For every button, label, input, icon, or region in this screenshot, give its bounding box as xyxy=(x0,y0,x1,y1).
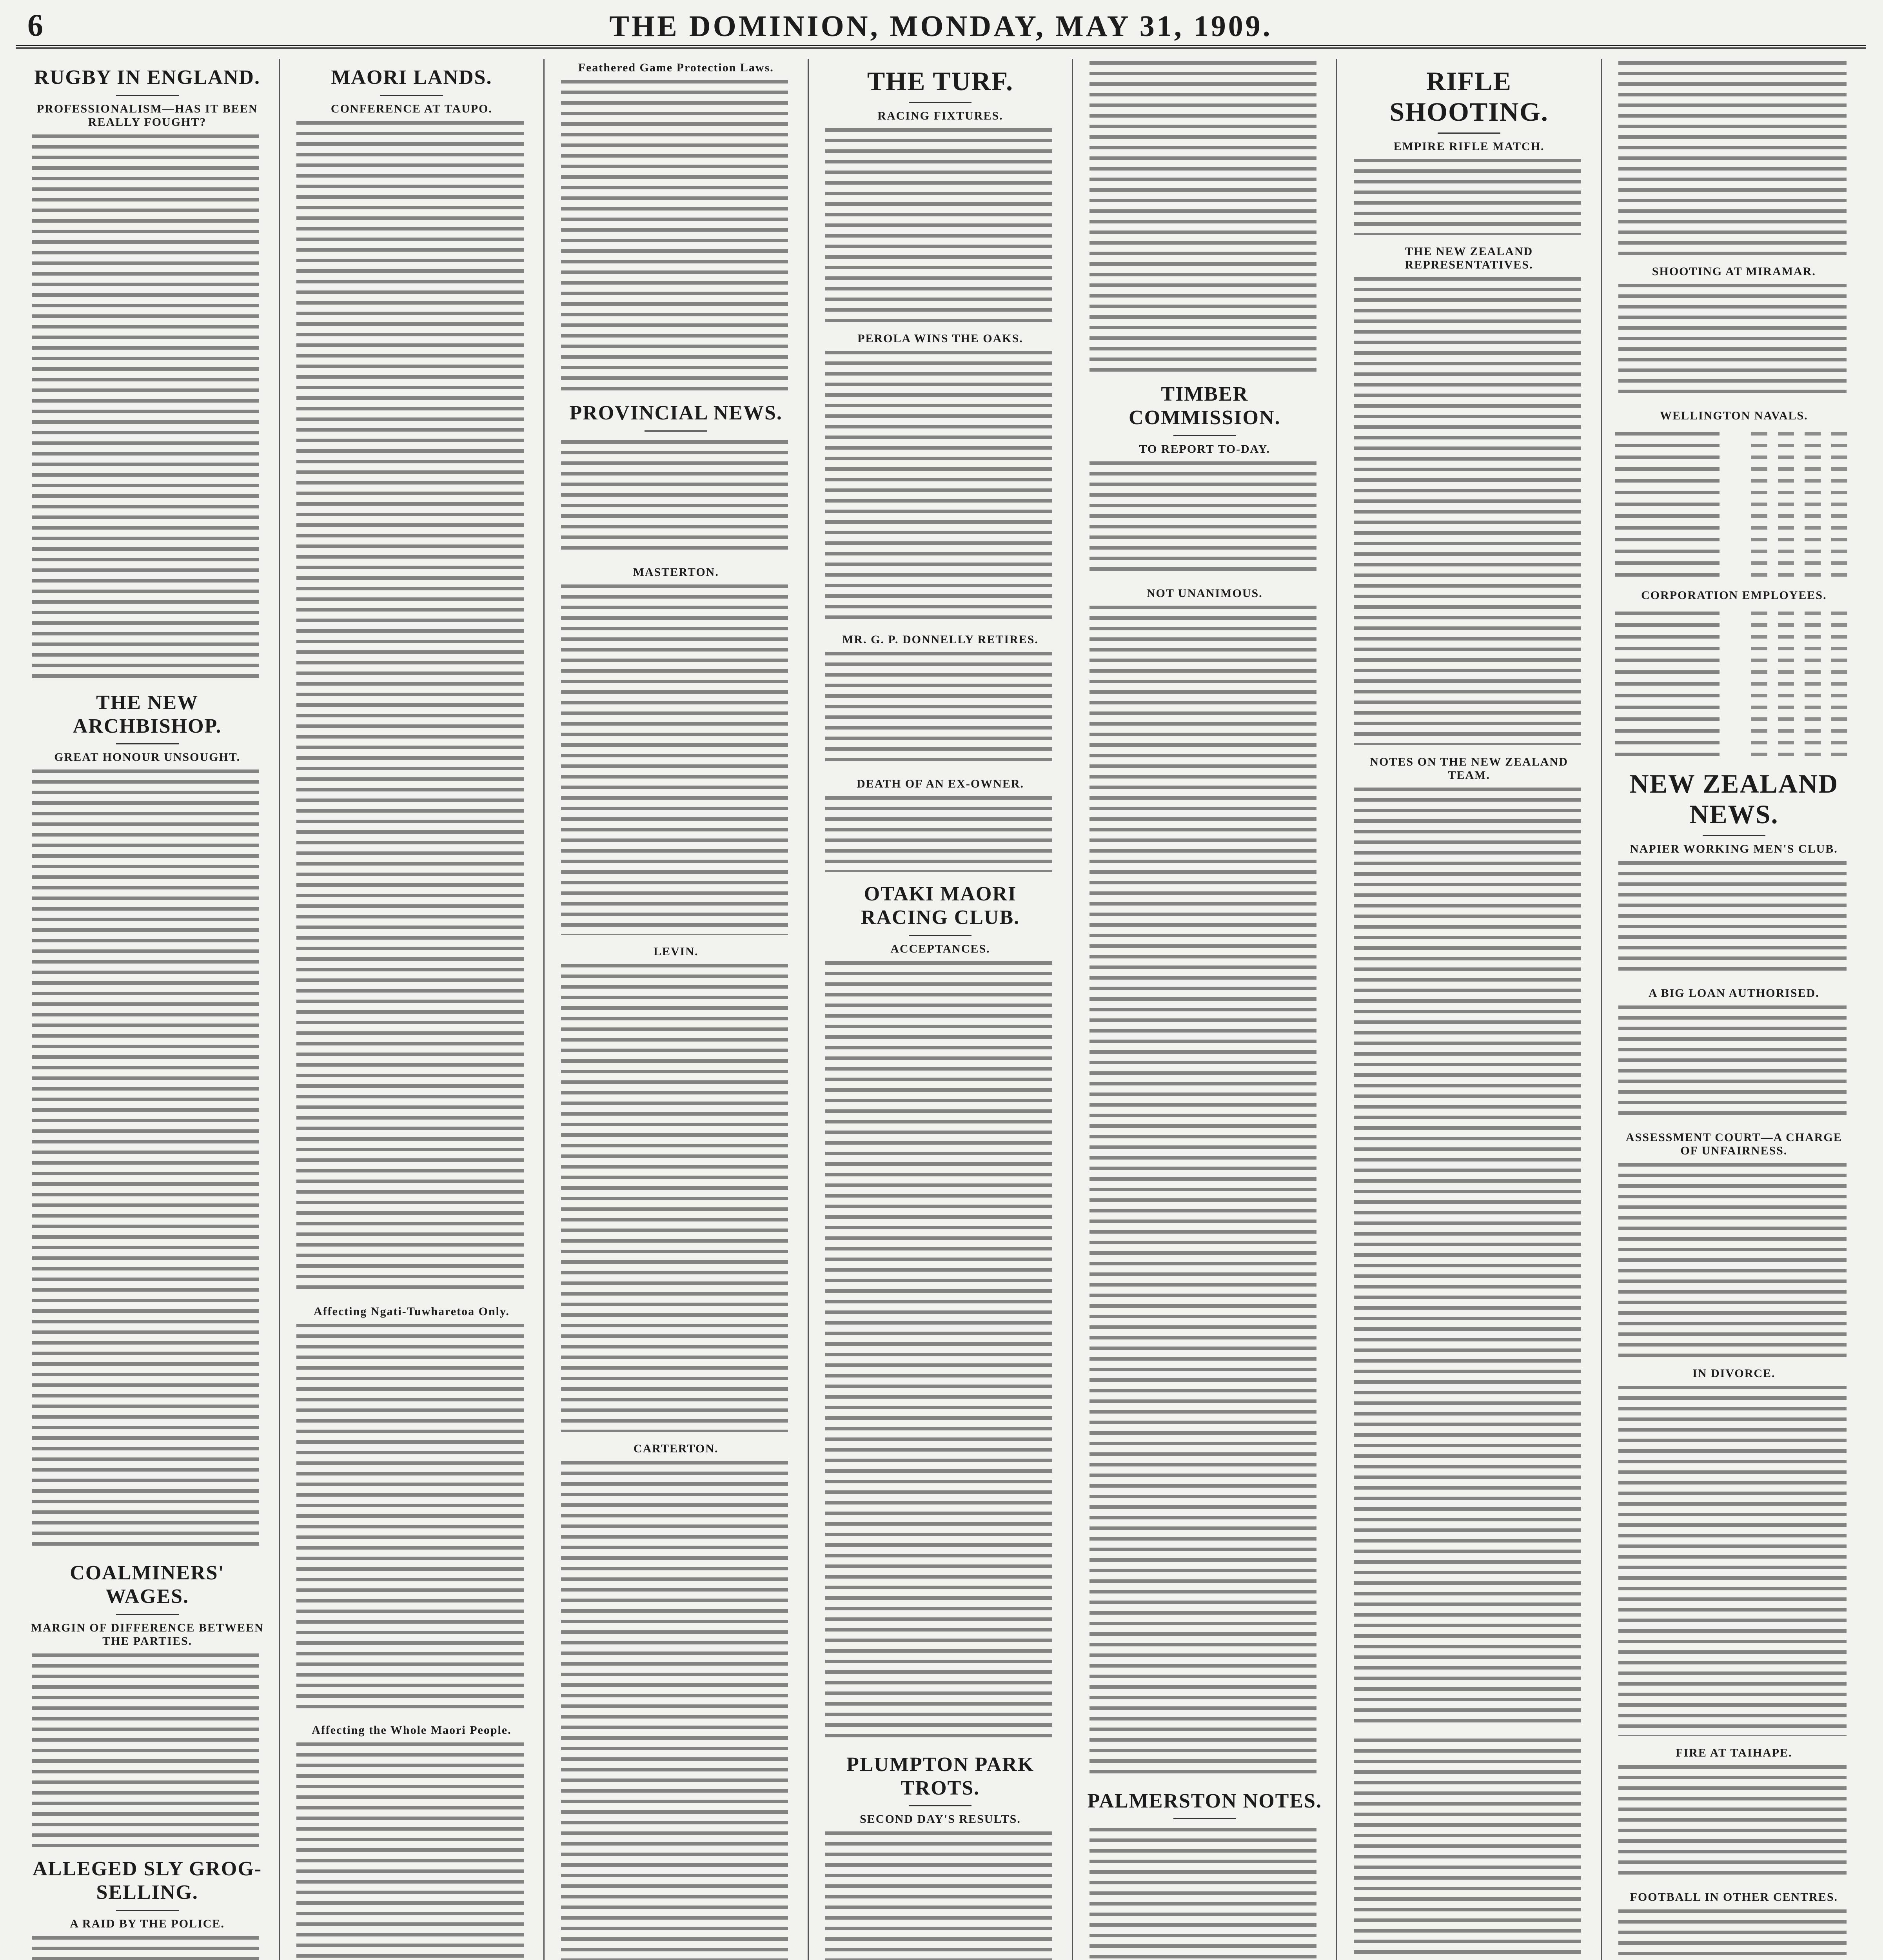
article-headline: MAORI LANDS. xyxy=(331,66,492,89)
article xyxy=(558,1442,794,1960)
headline-rule xyxy=(1173,435,1236,436)
table-row xyxy=(1615,461,1853,473)
article-subheading: SECOND DAY'S RESULTS. xyxy=(860,1813,1021,1826)
article xyxy=(1615,1131,1853,1357)
article-body xyxy=(558,582,794,935)
article-body xyxy=(1615,1763,1853,1880)
score-table xyxy=(1615,426,1853,579)
table-row xyxy=(1615,664,1853,676)
article-body xyxy=(558,78,794,391)
article-subheading: Feathered Game Protection Laws. xyxy=(578,61,774,74)
article-subheading: THE NEW ZEALAND REPRESENTATIVES. xyxy=(1405,245,1533,272)
article xyxy=(1351,755,1587,1726)
table-row xyxy=(1615,605,1853,617)
article-subheading: MR. G. P. DONNELLY RETIRES. xyxy=(842,633,1039,646)
table-row xyxy=(1615,496,1853,508)
article xyxy=(1615,987,1853,1121)
article xyxy=(1086,59,1323,372)
article xyxy=(822,66,1059,322)
headline-rule xyxy=(1173,1818,1236,1819)
article-body xyxy=(1086,59,1323,372)
article xyxy=(29,1561,265,1847)
article-subheading: CARTERTON. xyxy=(633,1442,719,1455)
article xyxy=(822,882,1059,1743)
article xyxy=(822,633,1059,767)
article-body xyxy=(558,438,794,555)
article-subheading: WELLINGTON NAVALS. xyxy=(1660,409,1808,422)
article xyxy=(822,777,1059,872)
article-body xyxy=(293,1740,530,1960)
article-body xyxy=(1086,603,1323,1779)
article-body xyxy=(1615,859,1853,976)
headline-rule xyxy=(116,743,179,744)
headline-rule xyxy=(116,1614,179,1615)
article-body xyxy=(1086,1826,1323,1960)
article-subheading: IN DIVORCE. xyxy=(1692,1367,1776,1380)
headline-rule xyxy=(909,935,971,936)
article-subheading: ACCEPTANCES. xyxy=(890,942,990,955)
article-subheading: A BIG LOAN AUTHORISED. xyxy=(1648,987,1819,1000)
article-body xyxy=(1615,281,1853,399)
newspaper-title: THE DOMINION, MONDAY, MAY 31, 1909. xyxy=(609,10,1273,43)
article-subheading: GREAT HONOUR UNSOUGHT. xyxy=(54,751,241,764)
article-body xyxy=(1351,1736,1587,1960)
article xyxy=(1086,383,1323,577)
article xyxy=(558,566,794,935)
article-headline: NEW ZEALAND NEWS. xyxy=(1629,769,1839,829)
table-row xyxy=(1615,485,1853,496)
headline-rule xyxy=(645,430,707,432)
table-row xyxy=(1615,711,1853,723)
article-body xyxy=(822,959,1059,1743)
table-row xyxy=(1615,723,1853,735)
table-row xyxy=(1615,437,1853,449)
table-row xyxy=(1615,688,1853,699)
table-row xyxy=(1615,426,1853,437)
article xyxy=(29,1857,265,1960)
article-subheading: ASSESSMENT COURT—A CHARGE OF UNFAIRNESS. xyxy=(1625,1131,1842,1158)
article xyxy=(1351,66,1587,235)
article-body xyxy=(822,126,1059,322)
table-row xyxy=(1615,699,1853,711)
table-row xyxy=(1615,641,1853,652)
score-table xyxy=(1615,605,1853,758)
article-subheading: MASTERTON. xyxy=(633,565,719,579)
column-4 xyxy=(809,59,1073,1960)
table-row xyxy=(1615,520,1853,532)
newspaper-columns xyxy=(16,59,1866,1960)
table-row xyxy=(1615,449,1853,461)
article-subheading: RACING FIXTURES. xyxy=(877,109,1003,123)
article-headline: PALMERSTON NOTES. xyxy=(1087,1789,1322,1812)
page-number: 6 xyxy=(27,8,43,43)
article-body xyxy=(1615,1161,1853,1357)
article-headline: RIFLE SHOOTING. xyxy=(1389,66,1549,127)
column-7 xyxy=(1602,59,1866,1960)
column-6 xyxy=(1337,59,1602,1960)
article xyxy=(293,1305,530,1713)
article-body xyxy=(1351,785,1587,1726)
article-headline: PROVINCIAL NEWS. xyxy=(569,402,783,424)
article xyxy=(293,66,530,1295)
article-headline: PLUMPTON PARK TROTS. xyxy=(846,1753,1035,1799)
article-body xyxy=(822,348,1059,623)
article-subheading: TO REPORT TO-DAY. xyxy=(1139,442,1271,456)
article-body xyxy=(558,1459,794,1960)
headline-rule xyxy=(116,1910,179,1911)
article-body xyxy=(293,1321,530,1713)
article xyxy=(1615,1367,1853,1736)
article-subheading: PROFESSIONALISM—HAS IT BEEN REALLY FOUGHT? xyxy=(36,102,258,129)
article-subheading: NAPIER WORKING MEN'S CLUB. xyxy=(1630,842,1838,856)
table-row xyxy=(1615,746,1853,758)
article-body xyxy=(1086,459,1323,577)
column-5 xyxy=(1073,59,1337,1960)
article-subheading: EMPIRE RIFLE MATCH. xyxy=(1393,140,1545,153)
article xyxy=(1351,245,1587,745)
article xyxy=(1351,1736,1587,1960)
article xyxy=(822,332,1059,623)
article xyxy=(822,1753,1059,1960)
article xyxy=(1615,1891,1853,1960)
article xyxy=(1615,589,1853,758)
article xyxy=(1615,768,1853,976)
article xyxy=(1086,1789,1323,1960)
article-body xyxy=(822,1829,1059,1960)
table-row xyxy=(1615,532,1853,543)
article-headline: RUGBY IN ENGLAND. xyxy=(34,66,260,89)
article-subheading: FIRE AT TAIHAPE. xyxy=(1676,1746,1792,1760)
article-headline: OTAKI MAORI RACING CLUB. xyxy=(861,883,1020,929)
article-headline: THE NEW ARCHBISHOP. xyxy=(73,691,222,737)
article xyxy=(29,691,265,1552)
article xyxy=(1615,1746,1853,1880)
article-headline: COALMINERS' WAGES. xyxy=(70,1562,225,1608)
headline-rule xyxy=(909,102,971,103)
column-1 xyxy=(16,59,280,1960)
article-subheading: SHOOTING AT MIRAMAR. xyxy=(1652,265,1816,278)
article-body xyxy=(293,119,530,1295)
table-row xyxy=(1615,676,1853,688)
article-subheading: CONFERENCE AT TAUPO. xyxy=(330,102,492,115)
article-body xyxy=(29,767,265,1551)
column-2 xyxy=(280,59,544,1960)
article-body xyxy=(1351,156,1587,235)
article-subheading: NOTES ON THE NEW ZEALAND TEAM. xyxy=(1370,755,1568,782)
article-headline: ALLEGED SLY GROG-SELLING. xyxy=(33,1857,262,1904)
article-subheading: NOT UNANIMOUS. xyxy=(1146,586,1263,600)
table-row xyxy=(1615,629,1853,641)
article-subheading: LEVIN. xyxy=(653,945,699,958)
table-row xyxy=(1615,543,1853,555)
article-subheading: PEROLA WINS THE OAKS. xyxy=(857,332,1023,345)
headline-rule xyxy=(1703,835,1765,836)
table-row xyxy=(1615,473,1853,485)
article-body xyxy=(822,650,1059,767)
headline-rule xyxy=(909,1805,971,1806)
table-row xyxy=(1615,555,1853,567)
table-row xyxy=(1615,617,1853,629)
article-subheading: Affecting the Whole Maori People. xyxy=(312,1723,512,1737)
article-body xyxy=(1615,1003,1853,1121)
article-body xyxy=(29,132,265,681)
article-headline: TIMBER COMMISSION. xyxy=(1129,383,1281,429)
article-body xyxy=(1351,275,1587,745)
masthead xyxy=(16,8,1866,49)
article-body xyxy=(29,1651,265,1847)
article-headline: THE TURF. xyxy=(867,66,1014,96)
headline-rule xyxy=(1438,132,1500,134)
table-row xyxy=(1615,735,1853,746)
article-body xyxy=(558,962,794,1432)
article xyxy=(293,1724,530,1960)
article-body xyxy=(1615,1383,1853,1736)
article xyxy=(558,945,794,1432)
article-subheading: CORPORATION EMPLOYEES. xyxy=(1641,589,1827,602)
article xyxy=(1615,409,1853,579)
article xyxy=(29,66,265,681)
article-subheading: A RAID BY THE POLICE. xyxy=(70,1917,225,1930)
article-subheading: FOOTBALL IN OTHER CENTRES. xyxy=(1630,1891,1838,1904)
article xyxy=(558,61,794,391)
article-subheading: DEATH OF AN EX-OWNER. xyxy=(856,777,1024,791)
headline-rule xyxy=(116,95,179,96)
article xyxy=(1086,587,1323,1779)
article-body xyxy=(822,794,1059,872)
article-body xyxy=(1615,59,1853,255)
table-row xyxy=(1615,567,1853,579)
article-subheading: Affecting Ngati-Tuwharetoa Only. xyxy=(314,1305,510,1318)
column-3 xyxy=(545,59,809,1960)
article xyxy=(1615,59,1853,255)
article-subheading: MARGIN OF DIFFERENCE BETWEEN THE PARTIES. xyxy=(31,1621,264,1648)
table-row xyxy=(1615,652,1853,664)
headline-rule xyxy=(380,95,443,96)
article-body xyxy=(1615,1907,1853,1960)
article xyxy=(1615,265,1853,399)
table-row xyxy=(1615,508,1853,520)
article-body xyxy=(29,1934,265,1960)
article xyxy=(558,401,794,555)
